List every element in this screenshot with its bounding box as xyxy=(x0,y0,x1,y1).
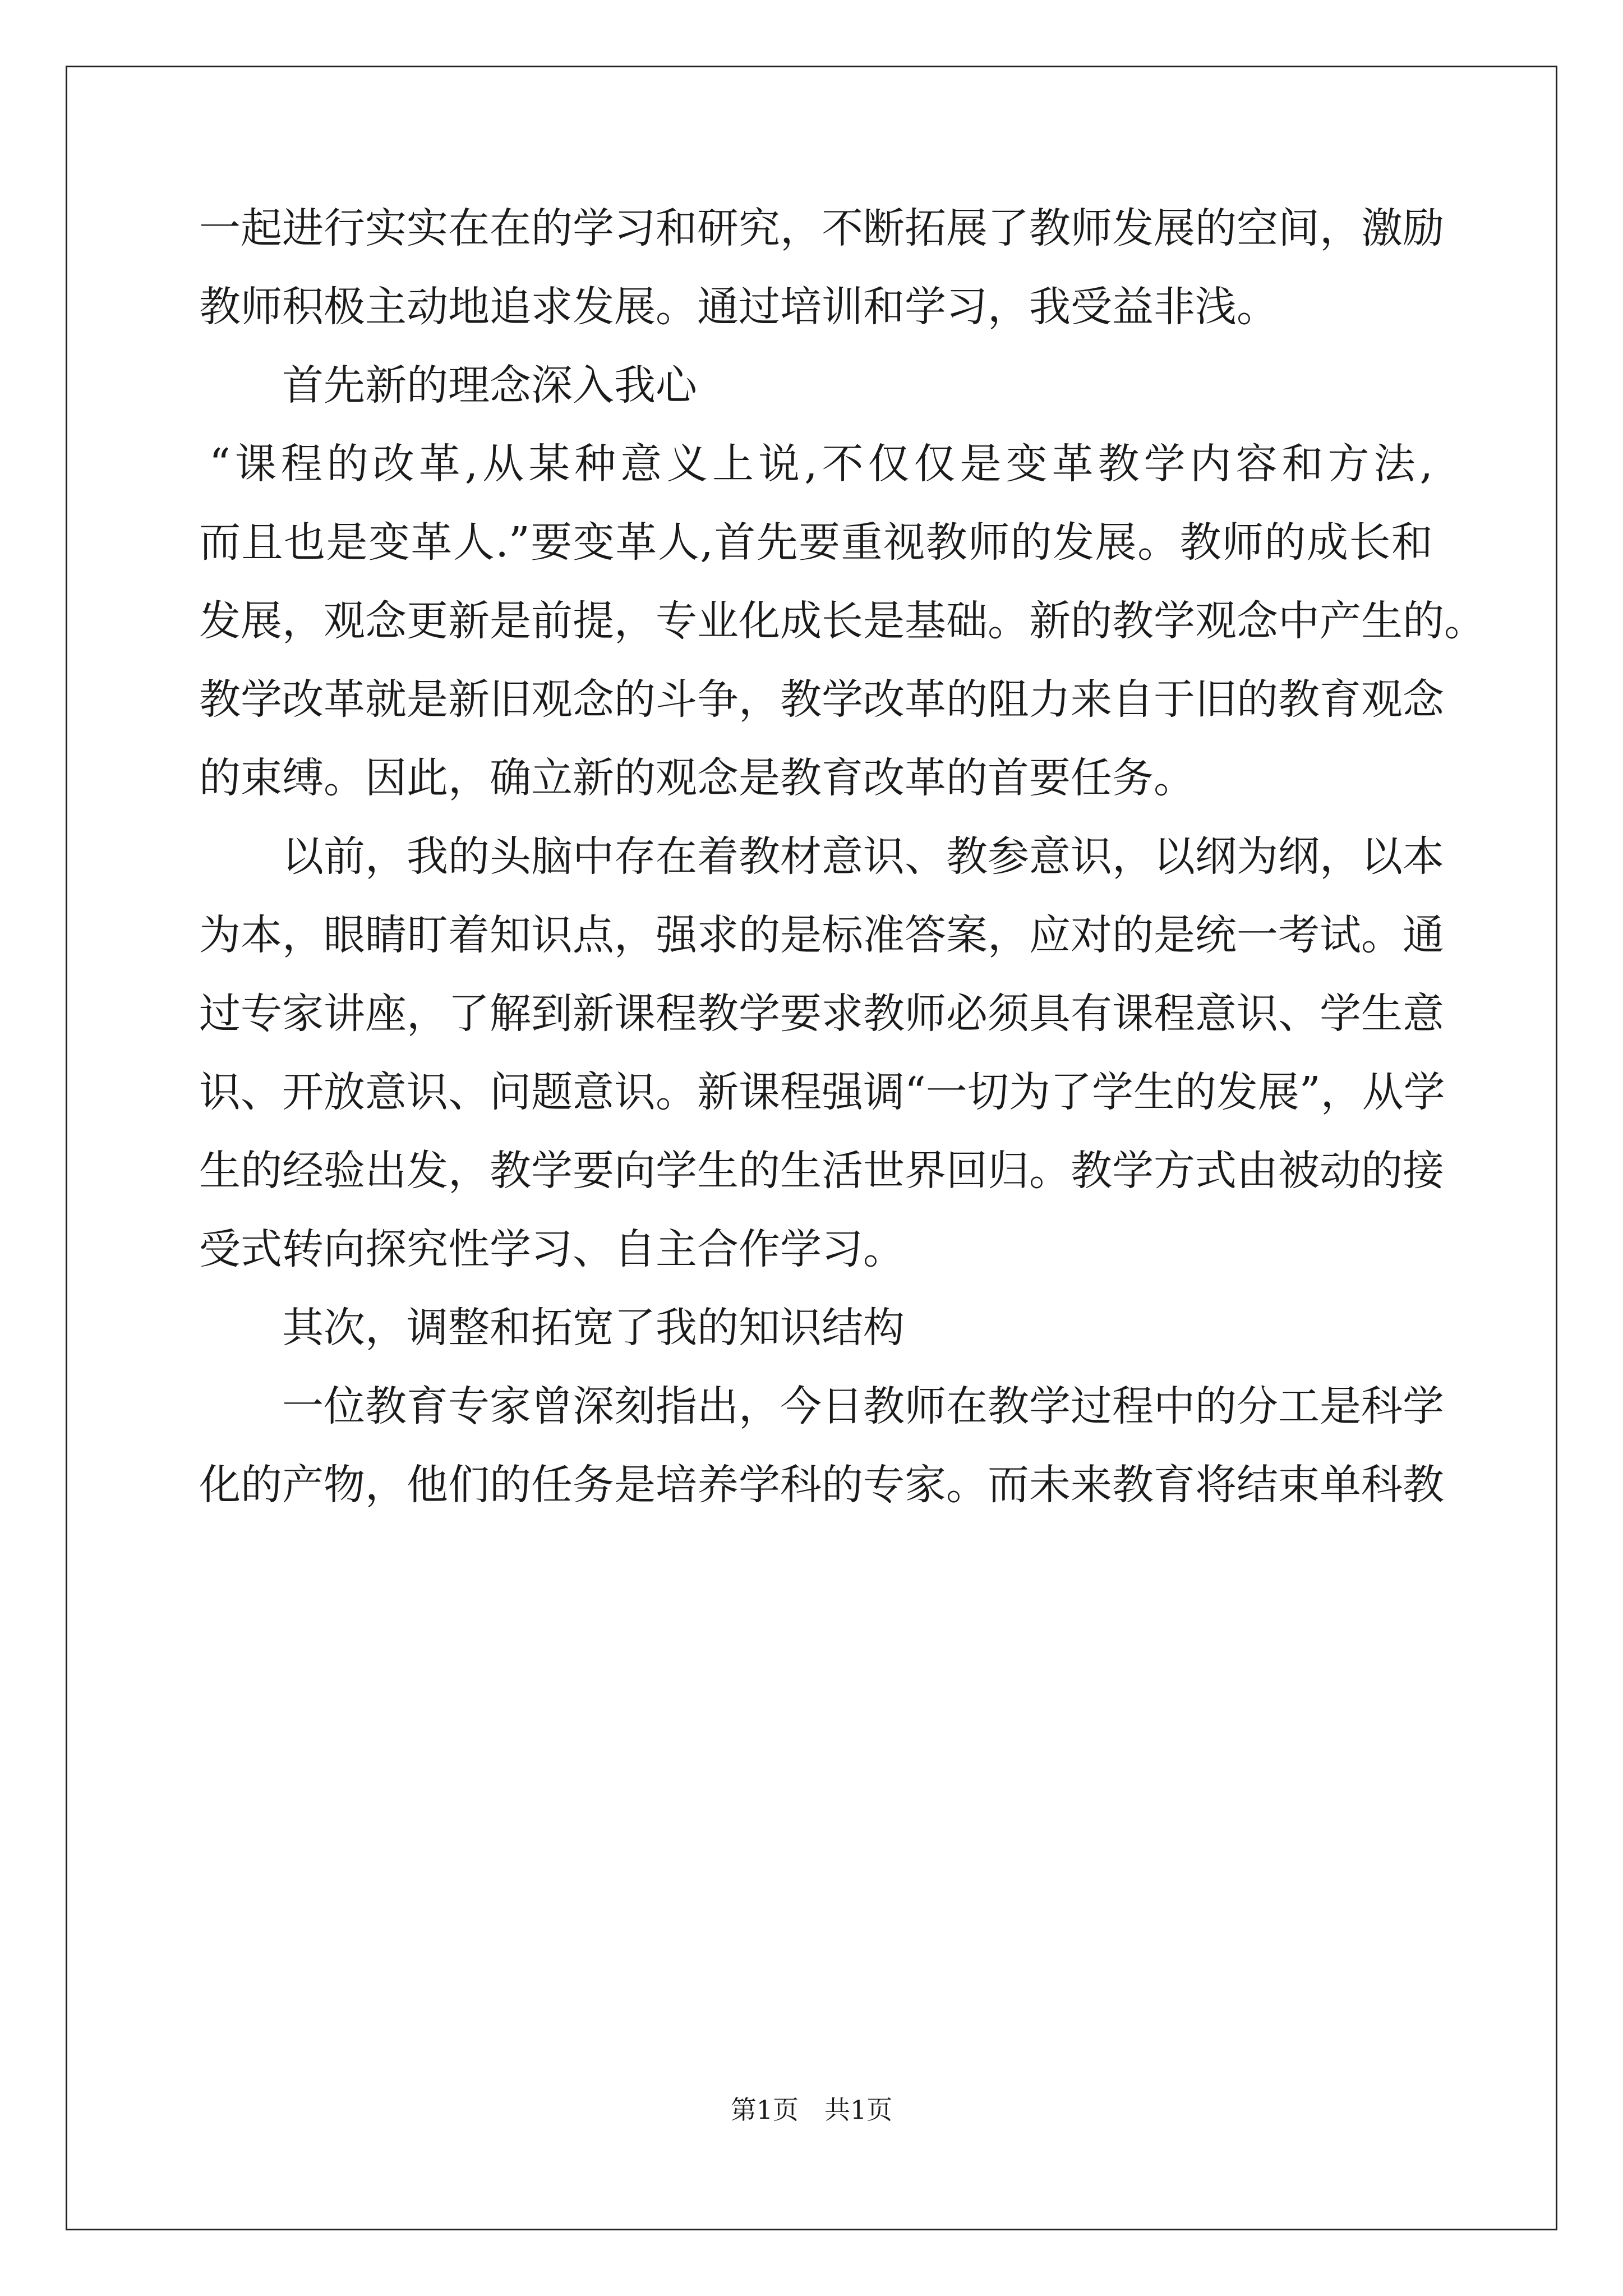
text-line: 为本，眼睛盯着知识点，强求的是标准答案，应对的是统一考试。通 xyxy=(199,911,1444,959)
text-line: 教师积极主动地追求发展。通过培训和学习，我受益非浅。 xyxy=(199,283,1278,331)
text-line: 发展，观念更新是前提，专业化成长是基础。新的教学观念中产生的。 xyxy=(199,597,1486,645)
text-line: 其次，调整和拓宽了我的知识结构 xyxy=(282,1304,905,1352)
text-line: 受式转向探究性学习、自主合作学习。 xyxy=(199,1225,905,1273)
text-line: 首先新的理念深入我心 xyxy=(282,361,697,409)
text-line: “课程的改革,从某种意义上说,不仅仅是变革教学内容和方法, xyxy=(209,440,1433,488)
text-line: 化的产物，他们的任务是培养学科的专家。而未来教育将结束单科教 xyxy=(199,1461,1444,1509)
text-line: 的束缚。因此，确立新的观念是教育改革的首要任务。 xyxy=(199,754,1195,802)
text-line: 识、开放意识、问题意识。新课程强调“一切为了学生的发展”，从学 xyxy=(199,1068,1445,1116)
text-line: 教学改革就是新旧观念的斗争，教学改革的阻力来自于旧的教育观念 xyxy=(199,675,1444,724)
text-line: 而且也是变革人.”要变革人,首先要重视教师的发展。教师的成长和 xyxy=(199,518,1433,567)
text-line: 一位教育专家曾深刻指出，今日教师在教学过程中的分工是科学 xyxy=(282,1382,1444,1430)
text-line: 以前，我的头脑中存在着教材意识、教参意识，以纲为纲，以本 xyxy=(282,832,1444,881)
text-line: 一起进行实实在在的学习和研究，不断拓展了教师发展的空间，激励 xyxy=(199,204,1444,252)
text-line: 过专家讲座，了解到新课程教学要求教师必须具有课程意识、学生意 xyxy=(199,990,1444,1038)
page-number: 第1页 共1页 xyxy=(730,2095,893,2125)
text-line: 生的经验出发，教学要向学生的生活世界回归。教学方式由被动的接 xyxy=(199,1147,1444,1195)
